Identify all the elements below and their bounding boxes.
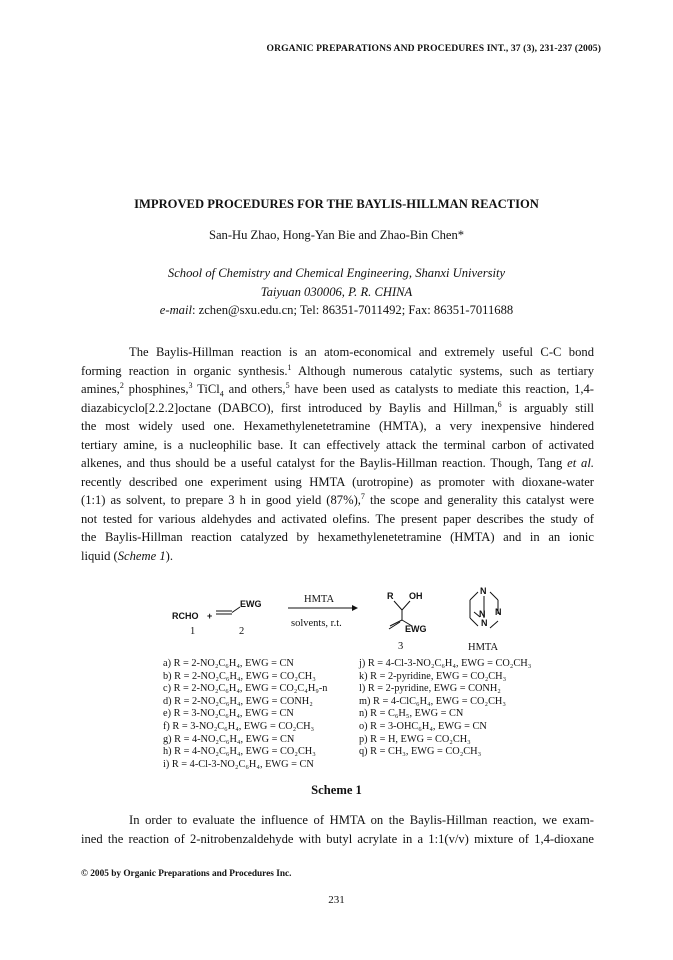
citation-ref: 5 <box>285 380 290 390</box>
substituent-item: n) R = C₆H₅, EWG = CN <box>359 708 464 720</box>
text-line: diazabicyclo[2.2.2]octane (DABCO), first introduced by Baylis and Hillman,$^6$ is arguably still <box>81 399 594 415</box>
hmta-nitrogen: N <box>495 607 502 617</box>
citation-ref: 6 <box>497 399 502 409</box>
text-line: liquid (Scheme 1). <box>81 548 173 563</box>
substituent-item: o) R = 3-OHC₆H₄, EWG = CN <box>359 720 487 732</box>
substituent-item: c) R = 2-NO₂C₆H₄, EWG = CO₂C₄H₉-n <box>163 683 328 695</box>
contact-line <box>0 301 673 320</box>
reactant-ewg: EWG <box>240 599 262 609</box>
text-line: amines,$^2$ phosphines,$^3$ TiCl$_4$ and others,$^5$ have been used as catalysts to mediate this reaction, 1,4- <box>81 380 595 399</box>
text-line: the Baylis-Hillman reaction catalyzed by hexamethylenetetramine (HMTA) and in an ionic <box>81 530 594 544</box>
text-line: forming reaction in organic synthesis.$^1$ Although numerous catalytic systems, such as tertiary <box>81 362 594 378</box>
text-line: ined the reaction of 2-nitrobenzaldehyde with butyl acrylate in a 1:1(v/v) mixture of 1,4-dioxane <box>81 831 594 846</box>
citation-ref: 7 <box>360 491 365 501</box>
substituent-item: i) R = 4-Cl-3-NO₂C₆H₄, EWG = CN <box>163 758 314 770</box>
substituent-item: q) R = CH₃, EWG = CO₂CH₃ <box>359 746 482 758</box>
reagent-label: HMTA <box>304 594 335 605</box>
substituent-item: p) R = H, EWG = CO₂CH₃ <box>359 733 471 745</box>
citation-ref: 3 <box>188 380 193 390</box>
reactant-aldehyde: RCHO <box>172 611 199 621</box>
compound-number-3: 3 <box>398 641 404 652</box>
reaction-scheme <box>0 588 673 788</box>
body-paragraph <box>81 811 594 848</box>
substituent-item: m) R = 4-ClC₆H₄, EWG = CO₂CH₃ <box>359 695 506 707</box>
affiliation-line-2: Taiyuan 030006, P. R. CHINA <box>260 284 413 299</box>
citation-ref: 1 <box>287 362 292 372</box>
substituent-item: h) R = 4-NO₂C₆H₄, EWG = CO₂CH₃ <box>163 746 316 758</box>
hmta-label: HMTA <box>468 642 499 653</box>
substituent-item: j) R = 4-Cl-3-NO₂C₆H₄, EWG = CO₂CH₃ <box>359 658 532 669</box>
substituent-list-left <box>163 658 327 771</box>
text-line: alkenes, and thus should be a useful catalyst for the Baylis-Hillman reaction. Though, Tang et al. <box>81 456 594 470</box>
substituent-item: d) R = 2-NO₂C₆H₄, EWG = CONH₂ <box>163 695 313 707</box>
contact-details: : zchen@sxu.edu.cn; Tel: 86351-7011492; Fax: 86351-7011688 <box>191 303 514 317</box>
citation-ref: 2 <box>119 380 124 390</box>
substituent-item: e) R = 3-NO₂C₆H₄, EWG = CN <box>163 708 294 720</box>
running-head: ORGANIC PREPARATIONS AND PROCEDURES INT., 37 (3), 231-237 (2005) <box>266 43 601 54</box>
plus-sign: + <box>207 611 213 621</box>
hmta-nitrogen: N <box>481 618 488 628</box>
conditions-label: solvents, r.t. <box>291 618 342 629</box>
text-line: The Baylis-Hillman reaction is an atom-economical and extremely useful C-C bond <box>129 345 594 359</box>
hmta-nitrogen: N <box>480 586 487 596</box>
product-r-group: R <box>387 591 394 601</box>
text-line: In order to evaluate the influence of HMTA on the Baylis-Hillman reaction, we exam- <box>129 813 594 827</box>
text-line: tertiary amine, is a nucleophilic base. It can effectively attack the terminal carbon of activated <box>81 437 594 452</box>
compound-number-2: 2 <box>239 626 245 637</box>
compound-number-1: 1 <box>190 626 196 637</box>
page-number: 231 <box>328 894 345 906</box>
substituent-item: a) R = 2-NO₂C₆H₄, EWG = CN <box>163 658 294 669</box>
scheme-label: Scheme 1 <box>311 783 362 797</box>
copyright-footer: © 2005 by Organic Preparations and Procedures Inc. <box>81 869 292 879</box>
affiliation-line-1: School of Chemistry and Chemical Engineering, Shanxi University <box>167 266 506 280</box>
email-label: e-mail <box>159 303 192 317</box>
text-line: recently described one experiment using HMTA (urotropine) as promoter with dioxane-water <box>81 474 594 489</box>
product-hydroxyl: OH <box>409 591 423 601</box>
author-list: San-Hu Zhao, Hong-Yan Bie and Zhao-Bin Chen* <box>208 228 465 242</box>
article-title: IMPROVED PROCEDURES FOR THE BAYLIS-HILLMAN REACTION <box>134 197 539 211</box>
substituent-list-right <box>359 658 531 759</box>
product-ewg: EWG <box>405 624 427 634</box>
substituent-item: f) R = 3-NO₂C₆H₄, EWG = CO₂CH₃ <box>163 720 315 732</box>
substituent-item: k) R = 2-pyridine, EWG = CO₂CH₃ <box>359 670 507 682</box>
text-line: not tested for various aldehydes and activated olefins. The present paper describes the study of <box>81 511 594 526</box>
substituent-item: l) R = 2-pyridine, EWG = CONH₂ <box>359 683 501 695</box>
affiliation <box>0 264 673 320</box>
substituent-item: b) R = 2-NO₂C₆H₄, EWG = CO₂CH₃ <box>163 670 316 682</box>
substituent-item: g) R = 4-NO₂C₆H₄, EWG = CN <box>163 733 295 745</box>
text-line: (1:1) as solvent, to prepare 3 h in good yield (87%),$^7$ the scope and generality this catalyst were <box>81 491 594 507</box>
text-line: the most widely used one. Hexamethylenetetramine (HMTA), a very inexpensive hindered <box>81 419 594 433</box>
intro-paragraph <box>81 343 594 565</box>
hmta-nitrogen: N <box>479 609 486 619</box>
